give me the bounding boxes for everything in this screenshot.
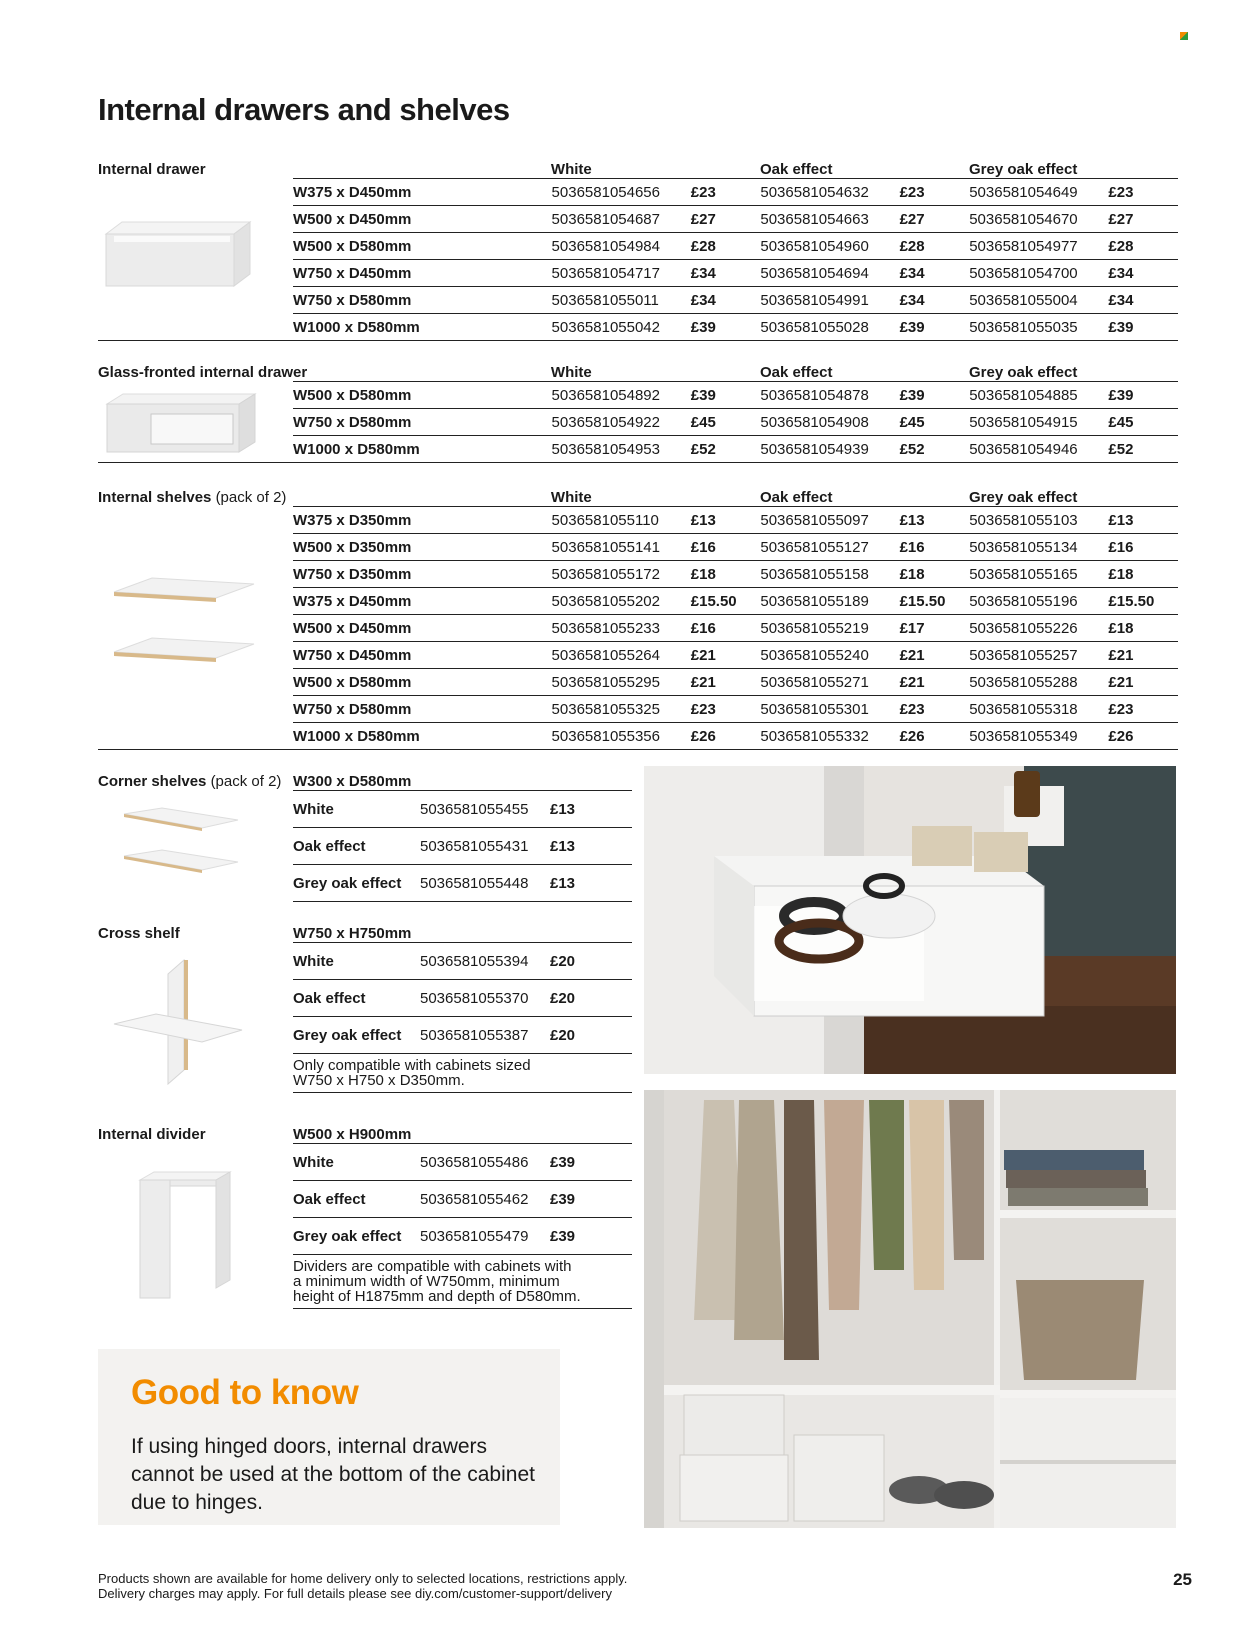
grey-code-cell: 5036581055318 (969, 700, 1078, 718)
white-code-cell: 5036581055325 (551, 700, 660, 718)
grey-price-cell: £45 (1108, 413, 1134, 431)
grey-price-cell: £34 (1108, 264, 1134, 282)
table-row (293, 587, 1178, 614)
grey-price-cell: £39 (1108, 318, 1134, 336)
white-price-cell: £16 (690, 538, 716, 556)
grey-price-cell: £21 (1108, 646, 1134, 664)
section-header (98, 355, 1178, 381)
oak-code-cell: 5036581054960 (760, 237, 869, 255)
footer-disclaimer: Products shown are available for home delivery only to selected locations, restrictions apply. Delivery charges may apply. For full details please see diy.com/customer-support/delivery (98, 1571, 628, 1601)
white-code-cell: 5036581055264 (551, 646, 660, 664)
oak-price-cell: £17 (899, 619, 925, 637)
white-price-cell: £15.50 (690, 592, 737, 610)
table-row (293, 979, 632, 1016)
code-cell: 5036581055431 (420, 837, 529, 855)
drawer-lifestyle-photo (644, 766, 1176, 1074)
size-cell: W500 x D350mm (293, 538, 412, 556)
internal-drawer-section (98, 152, 1178, 341)
white-code-cell: 5036581054656 (551, 183, 660, 201)
grey-code-cell: 5036581055257 (969, 646, 1078, 664)
corner-shelves-image (122, 806, 242, 894)
table-row (293, 641, 1178, 668)
table-row (293, 435, 1178, 462)
size-cell: W750 x D580mm (293, 413, 412, 431)
grey-code-cell: 5036581054649 (969, 183, 1078, 201)
white-header: White (550, 161, 592, 178)
size-cell: W750 x D450mm (293, 264, 412, 282)
size-cell: W500 x D580mm (293, 386, 412, 404)
white-code-cell: 5036581054922 (551, 413, 660, 431)
white-code-cell: 5036581054717 (551, 264, 660, 282)
size-cell: W750 x D350mm (293, 565, 412, 583)
oak-price-cell: £39 (899, 318, 925, 336)
internal-divider-image (134, 1170, 234, 1300)
price-cell: £39 (550, 1153, 576, 1171)
oak-code-cell: 5036581054939 (760, 440, 869, 458)
grey-header: Grey oak effect (968, 489, 1078, 506)
white-code-cell: 5036581055295 (551, 673, 660, 691)
white-code-cell: 5036581055110 (551, 511, 659, 529)
white-code-cell: 5036581055172 (551, 565, 660, 583)
price-cell: £39 (550, 1190, 576, 1208)
white-code-cell: 5036581055011 (551, 291, 659, 309)
white-code-cell: 5036581055141 (551, 538, 660, 556)
grey-price-cell: £16 (1108, 538, 1134, 556)
oak-code-cell: 5036581055028 (760, 318, 869, 336)
grey-code-cell: 5036581055004 (969, 291, 1078, 309)
finish-cell: Oak effect (293, 1190, 366, 1208)
size-label: W500 x H900mm (293, 1126, 412, 1143)
table-row (293, 790, 632, 827)
oak-price-cell: £15.50 (899, 592, 946, 610)
oak-price-cell: £23 (899, 700, 925, 718)
size-cell: W375 x D350mm (293, 511, 412, 529)
code-cell: 5036581055455 (420, 800, 529, 818)
table-row (293, 381, 1178, 408)
section-header (98, 916, 632, 942)
table-row (293, 313, 1178, 340)
section-header (98, 480, 1178, 506)
pack-note: (pack of 2) (215, 489, 287, 506)
grey-price-cell: £23 (1108, 700, 1134, 718)
section-title: Internal drawer (98, 161, 206, 178)
white-price-cell: £26 (690, 727, 716, 745)
oak-price-cell: £13 (899, 511, 925, 529)
table-row (293, 259, 1178, 286)
oak-header: Oak effect (759, 161, 833, 178)
size-cell: W500 x D580mm (293, 673, 412, 691)
grey-price-cell: £18 (1108, 619, 1134, 637)
table-row (293, 286, 1178, 313)
finish-cell: Grey oak effect (293, 1026, 402, 1044)
grey-code-cell: 5036581054885 (969, 386, 1078, 404)
size-cell: W500 x D450mm (293, 619, 412, 637)
size-label: W750 x H750mm (293, 925, 412, 942)
grey-code-cell: 5036581055196 (969, 592, 1078, 610)
white-header: White (550, 489, 592, 506)
white-code-cell: 5036581054953 (551, 440, 660, 458)
price-cell: £20 (550, 1026, 576, 1044)
grey-code-cell: 5036581054977 (969, 237, 1078, 255)
compatibility-note: Dividers are compatible with cabinets with a minimum width of W750mm, minimum height of H1875mm and depth of D580mm. (293, 1254, 632, 1309)
grey-header: Grey oak effect (968, 161, 1078, 178)
table-row (293, 533, 1178, 560)
oak-price-cell: £21 (899, 646, 925, 664)
grey-price-cell: £13 (1108, 511, 1134, 529)
white-code-cell: 5036581055356 (551, 727, 660, 745)
oak-code-cell: 5036581055097 (760, 511, 869, 529)
section-title: Cross shelf (98, 925, 180, 942)
white-code-cell: 5036581055202 (551, 592, 660, 610)
price-cell: £39 (550, 1227, 576, 1245)
grey-code-cell: 5036581054915 (969, 413, 1078, 431)
white-price-cell: £23 (690, 700, 716, 718)
table-row (293, 232, 1178, 259)
grey-price-cell: £23 (1108, 183, 1134, 201)
oak-price-cell: £34 (899, 264, 925, 282)
table-row (293, 1180, 632, 1217)
white-price-cell: £13 (690, 511, 716, 529)
white-code-cell: 5036581054984 (551, 237, 660, 255)
grey-code-cell: 5036581055035 (969, 318, 1078, 336)
table-row (293, 1016, 632, 1053)
good-to-know-panel (98, 1349, 560, 1525)
code-cell: 5036581055479 (420, 1227, 529, 1245)
grey-price-cell: £39 (1108, 386, 1134, 404)
white-price-cell: £16 (690, 619, 716, 637)
grey-code-cell: 5036581054700 (969, 264, 1078, 282)
oak-code-cell: 5036581055240 (760, 646, 869, 664)
size-cell: W750 x D580mm (293, 700, 412, 718)
price-cell: £13 (550, 800, 576, 818)
price-cell: £13 (550, 837, 576, 855)
white-price-cell: £18 (690, 565, 716, 583)
grey-price-cell: £21 (1108, 673, 1134, 691)
internal-shelves-image (112, 576, 258, 678)
grey-price-cell: £26 (1108, 727, 1134, 745)
oak-code-cell: 5036581055219 (760, 619, 869, 637)
table-row (293, 408, 1178, 435)
section-title: Corner shelves (98, 773, 207, 790)
oak-price-cell: £16 (899, 538, 925, 556)
page-number: 25 (1173, 1570, 1192, 1589)
table-row (293, 178, 1178, 205)
compatibility-note: Only compatible with cabinets sized W750 x H750 x D350mm. (293, 1053, 632, 1093)
white-price-cell: £45 (690, 413, 716, 431)
code-cell: 5036581055370 (420, 989, 529, 1007)
page-title: Internal drawers and shelves (98, 92, 510, 127)
table-row (293, 722, 1178, 749)
white-price-cell: £23 (690, 183, 716, 201)
table-row (293, 506, 1178, 533)
pack-note: (pack of 2) (210, 773, 282, 790)
grey-price-cell: £15.50 (1108, 592, 1155, 610)
glass-drawer-image (103, 392, 259, 458)
table-row (293, 668, 1178, 695)
size-cell: W500 x D450mm (293, 210, 412, 228)
oak-code-cell: 5036581055127 (760, 538, 869, 556)
finish-cell: Grey oak effect (293, 874, 402, 892)
section-header (98, 152, 1178, 178)
grey-price-cell: £28 (1108, 237, 1134, 255)
oak-code-cell: 5036581054878 (760, 386, 869, 404)
oak-code-cell: 5036581055158 (760, 565, 869, 583)
grey-code-cell: 5036581055165 (969, 565, 1078, 583)
oak-header: Oak effect (759, 364, 833, 381)
wardrobe-lifestyle-photo (644, 1090, 1176, 1528)
internal-drawer-image (100, 220, 255, 292)
oak-code-cell: 5036581055301 (760, 700, 869, 718)
good-to-know-text: If using hinged doors, internal drawers cannot be used at the bottom of the cabinet due to hinges. (131, 1435, 535, 1514)
oak-price-cell: £27 (899, 210, 925, 228)
oak-code-cell: 5036581054663 (760, 210, 869, 228)
size-cell: W750 x D580mm (293, 291, 412, 309)
grey-price-cell: £27 (1108, 210, 1134, 228)
finish-cell: Oak effect (293, 989, 366, 1007)
good-to-know-title: Good to know (131, 1373, 359, 1412)
white-price-cell: £28 (690, 237, 716, 255)
white-price-cell: £39 (690, 318, 716, 336)
grey-code-cell: 5036581055134 (969, 538, 1078, 556)
white-code-cell: 5036581055233 (551, 619, 660, 637)
oak-code-cell: 5036581054632 (760, 183, 869, 201)
white-price-cell: £34 (690, 264, 716, 282)
table-row (293, 942, 632, 979)
oak-code-cell: 5036581054991 (760, 291, 869, 309)
size-cell: W750 x D450mm (293, 646, 412, 664)
size-label: W300 x D580mm (293, 773, 412, 790)
oak-price-cell: £26 (899, 727, 925, 745)
size-cell: W375 x D450mm (293, 592, 412, 610)
grey-code-cell: 5036581055288 (969, 673, 1078, 691)
table-row (293, 614, 1178, 641)
price-cell: £13 (550, 874, 576, 892)
finish-cell: Oak effect (293, 837, 366, 855)
table-row (293, 560, 1178, 587)
glass-drawer-section (98, 355, 1178, 463)
grey-price-cell: £52 (1108, 440, 1134, 458)
oak-price-cell: £21 (899, 673, 925, 691)
internal-shelves-section (98, 480, 1178, 750)
oak-header: Oak effect (759, 489, 833, 506)
white-price-cell: £52 (690, 440, 716, 458)
grey-price-cell: £34 (1108, 291, 1134, 309)
oak-price-cell: £52 (899, 440, 925, 458)
table-row (293, 1217, 632, 1254)
section-header (98, 764, 632, 790)
grey-code-cell: 5036581054670 (969, 210, 1078, 228)
brand-logo-icon (1180, 32, 1188, 40)
size-cell: W1000 x D580mm (293, 318, 420, 336)
grey-price-cell: £18 (1108, 565, 1134, 583)
table-row (293, 205, 1178, 232)
grey-code-cell: 5036581055226 (969, 619, 1078, 637)
oak-code-cell: 5036581055271 (760, 673, 869, 691)
white-price-cell: £34 (690, 291, 716, 309)
white-code-cell: 5036581054892 (551, 386, 660, 404)
oak-code-cell: 5036581055332 (760, 727, 869, 745)
white-code-cell: 5036581055042 (551, 318, 660, 336)
oak-code-cell: 5036581055189 (760, 592, 869, 610)
white-price-cell: £39 (690, 386, 716, 404)
table-row (293, 864, 632, 901)
finish-cell: White (293, 952, 334, 970)
section-title: Glass-fronted internal drawer (98, 364, 308, 381)
white-price-cell: £21 (690, 673, 716, 691)
oak-price-cell: £34 (899, 291, 925, 309)
section-header (98, 1117, 632, 1143)
oak-price-cell: £23 (899, 183, 925, 201)
code-cell: 5036581055394 (420, 952, 529, 970)
size-cell: W1000 x D580mm (293, 440, 420, 458)
size-cell: W1000 x D580mm (293, 727, 420, 745)
size-cell: W375 x D450mm (293, 183, 412, 201)
white-code-cell: 5036581054687 (551, 210, 660, 228)
code-cell: 5036581055462 (420, 1190, 529, 1208)
white-price-cell: £21 (690, 646, 716, 664)
code-cell: 5036581055387 (420, 1026, 529, 1044)
price-cell: £20 (550, 989, 576, 1007)
grey-code-cell: 5036581055103 (969, 511, 1078, 529)
finish-cell: White (293, 800, 334, 818)
oak-price-cell: £39 (899, 386, 925, 404)
section-title: Internal divider (98, 1126, 206, 1143)
table-row (293, 827, 632, 864)
grey-code-cell: 5036581055349 (969, 727, 1078, 745)
oak-price-cell: £28 (899, 237, 925, 255)
grey-header: Grey oak effect (968, 364, 1078, 381)
cross-shelf-image (112, 958, 244, 1086)
finish-cell: White (293, 1153, 334, 1171)
oak-code-cell: 5036581054908 (760, 413, 869, 431)
oak-code-cell: 5036581054694 (760, 264, 869, 282)
table-row (293, 1143, 632, 1180)
finish-cell: Grey oak effect (293, 1227, 402, 1245)
price-cell: £20 (550, 952, 576, 970)
table-row (293, 695, 1178, 722)
code-cell: 5036581055486 (420, 1153, 529, 1171)
grey-code-cell: 5036581054946 (969, 440, 1078, 458)
size-cell: W500 x D580mm (293, 237, 412, 255)
oak-price-cell: £45 (899, 413, 925, 431)
white-price-cell: £27 (690, 210, 716, 228)
section-title: Internal shelves (98, 489, 212, 506)
white-header: White (550, 364, 592, 381)
code-cell: 5036581055448 (420, 874, 529, 892)
oak-price-cell: £18 (899, 565, 925, 583)
